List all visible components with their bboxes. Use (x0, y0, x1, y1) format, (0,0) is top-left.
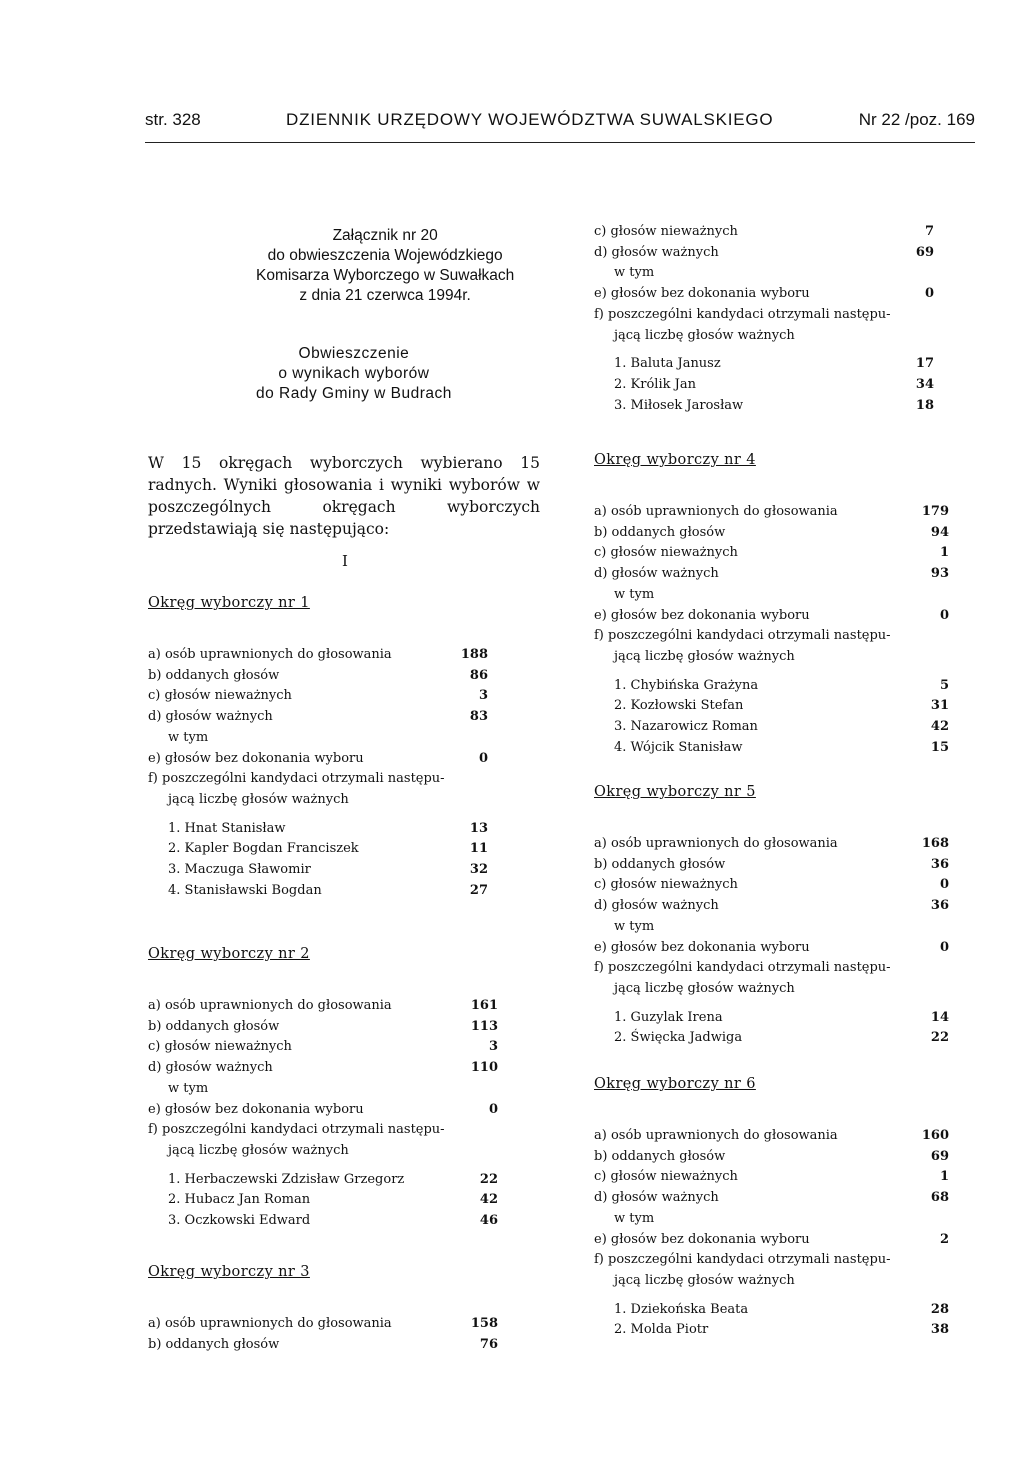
candidate-votes: 5 (939, 677, 949, 693)
candidate-votes: 46 (479, 1213, 498, 1229)
attachment-line: Załącznik nr 20 (332, 227, 438, 244)
candidate-name: 1. Chybińska Grażyna (614, 677, 759, 693)
candidate-votes: 22 (930, 1030, 949, 1046)
candidate-name: 1. Dziekońska Beata (614, 1301, 749, 1317)
candidate-votes: 31 (930, 698, 949, 714)
candidate-name: 2. Kozłowski Stefan (614, 698, 744, 714)
candidate-name: 2. Królik Jan (614, 376, 696, 392)
candidate-name: 4. Wójcik Stanisław (614, 739, 743, 755)
candidate-name: 1. Herbaczewski Zdzisław Grzegorz (168, 1171, 405, 1187)
candidate-name: 1. Hnat Stanisław (168, 820, 286, 836)
candidate-name: 4. Stanisławski Bogdan (168, 882, 322, 898)
district-title: Okręg wyborczy nr 4 (594, 452, 756, 468)
candidate-votes: 15 (930, 739, 949, 755)
candidate-votes: 13 (469, 820, 488, 836)
candidate-votes: 14 (930, 1009, 949, 1025)
notice-line: do Rady Gminy w Budrach (256, 385, 452, 402)
candidate-votes: 42 (479, 1192, 498, 1208)
intro-text: W 15 okręgach wyborczych wybierano 15 radnych. Wyniki głosowania i wyniki wyborów w poszczególnych okręgach wyborczych przedstawiają się następująco: (148, 454, 540, 538)
attachment-block (256, 226, 514, 306)
candidate-votes: 32 (469, 862, 488, 878)
district-4: Okręg wyborczy nr 4 a) osób uprawnionych do głosowania 179 b) oddanych głosów 94 c) głosów nieważnych 1 d) głosów ważnych 93 w tym e) głosów bez dokonania wyboru 0 f) poszczególni kandydaci otrzymali następu- jącą liczbę głosów ważnych 1. Chybińska Grażyna 5 2. Kozłowski Stefan 31 3. Nazarowicz Roman 42 4. Wójcik Stanisław 15 (594, 452, 949, 758)
candidate-votes: 17 (915, 356, 934, 372)
district-title: Okręg wyborczy nr 2 (148, 946, 310, 962)
candidate-name: 2. Święcka Jadwiga (614, 1030, 743, 1046)
page-header (145, 102, 975, 143)
candidate-name: 3. Nazarowicz Roman (614, 719, 758, 735)
candidate-votes: 42 (930, 719, 949, 735)
district-1: Okręg wyborczy nr 1 a) osób uprawnionych do głosowania 188 b) oddanych głosów 86 c) głosów nieważnych 3 d) głosów ważnych 83 w tym e) głosów bez dokonania wyboru 0 f) poszczególni kandydaci otrzymali następu- jącą liczbę głosów ważnych 1. Hnat Stanisław 13 2. Kapler Bogdan Franciszek 11 3. Maczuga Sławomir 32 4. Stanisławski Bogdan 27 (148, 595, 488, 901)
candidate-votes: 27 (469, 882, 488, 898)
attachment-line: Komisarza Wyborczego w Suwałkach (256, 267, 515, 284)
attachment-line: z dnia 21 czerwca 1994r. (299, 287, 471, 304)
district-title: Okręg wyborczy nr 3 (148, 1264, 310, 1280)
notice-block (256, 344, 452, 404)
notice-title: Obwieszczenie (298, 345, 410, 362)
district-3: Okręg wyborczy nr 3 a) osób uprawnionych do głosowania 158 b) oddanych głosów 76 (148, 1264, 498, 1352)
candidate-name: 3. Oczkowski Edward (168, 1213, 311, 1229)
candidate-name: 3. Miłosek Jarosław (614, 397, 744, 413)
candidate-name: 2. Molda Piotr (614, 1322, 709, 1338)
continuation-block: c) głosów nieważnych 7 d) głosów ważnych 69 w tym e) głosów bez dokonania wyboru 0 f) poszczególni kandydaci otrzymali następu- jącą liczbę głosów ważnych 1. Baluta Janusz 17 2. Królik Jan 34 3. Miłosek Jarosław 18 (594, 222, 934, 416)
candidate-votes: 18 (915, 397, 934, 413)
candidate-name: 3. Maczuga Sławomir (168, 862, 311, 878)
section-number: I (342, 552, 348, 570)
candidate-votes: 22 (479, 1171, 498, 1187)
district-title: Okręg wyborczy nr 6 (594, 1076, 756, 1092)
notice-line: o wynikach wyborów (278, 365, 430, 382)
district-2: Okręg wyborczy nr 2 a) osób uprawnionych do głosowania 161 b) oddanych głosów 113 c) głosów nieważnych 3 d) głosów ważnych 110 w tym e) głosów bez dokonania wyboru 0 f) poszczególni kandydaci otrzymali następu- jącą liczbę głosów ważnych 1. Herbaczewski Zdzisław Grzegorz 22 2. Hubacz Jan Roman 42 3. Oczkowski Edward 46 (148, 946, 498, 1232)
candidate-name: 1. Baluta Janusz (614, 356, 721, 372)
candidate-name: 2. Hubacz Jan Roman (168, 1192, 311, 1208)
candidate-name: 1. Guzylak Irena (614, 1009, 723, 1025)
district-5: Okręg wyborczy nr 5 a) osób uprawnionych do głosowania 168 b) oddanych głosów 36 c) głosów nieważnych 0 d) głosów ważnych 36 w tym e) głosów bez dokonania wyboru 0 f) poszczególni kandydaci otrzymali następu- jącą liczbę głosów ważnych 1. Guzylak Irena 14 2. Święcka Jadwiga 22 (594, 784, 949, 1049)
attachment-line: do obwieszczenia Wojewódzkiego (267, 247, 503, 264)
issue-number: Nr 22 /poz. 169 (858, 110, 975, 129)
candidate-votes: 38 (930, 1322, 949, 1338)
journal-title: DZIENNIK URZĘDOWY WOJEWÓDZTWA SUWALSKIEGO (286, 110, 774, 129)
district-6: Okręg wyborczy nr 6 a) osób uprawnionych do głosowania 160 b) oddanych głosów 69 c) głosów nieważnych 1 d) głosów ważnych 68 w tym e) głosów bez dokonania wyboru 2 f) poszczególni kandydaci otrzymali następu- jącą liczbę głosów ważnych 1. Dziekońska Beata 28 2. Molda Piotr 38 (594, 1076, 949, 1341)
candidate-name: 2. Kapler Bogdan Franciszek (168, 841, 359, 857)
district-title: Okręg wyborczy nr 1 (148, 595, 310, 611)
page-number: str. 328 (145, 110, 201, 129)
candidate-votes: 34 (915, 376, 934, 392)
candidate-votes: 11 (469, 841, 488, 857)
candidate-votes: 28 (930, 1301, 949, 1317)
district-title: Okręg wyborczy nr 5 (594, 784, 756, 800)
